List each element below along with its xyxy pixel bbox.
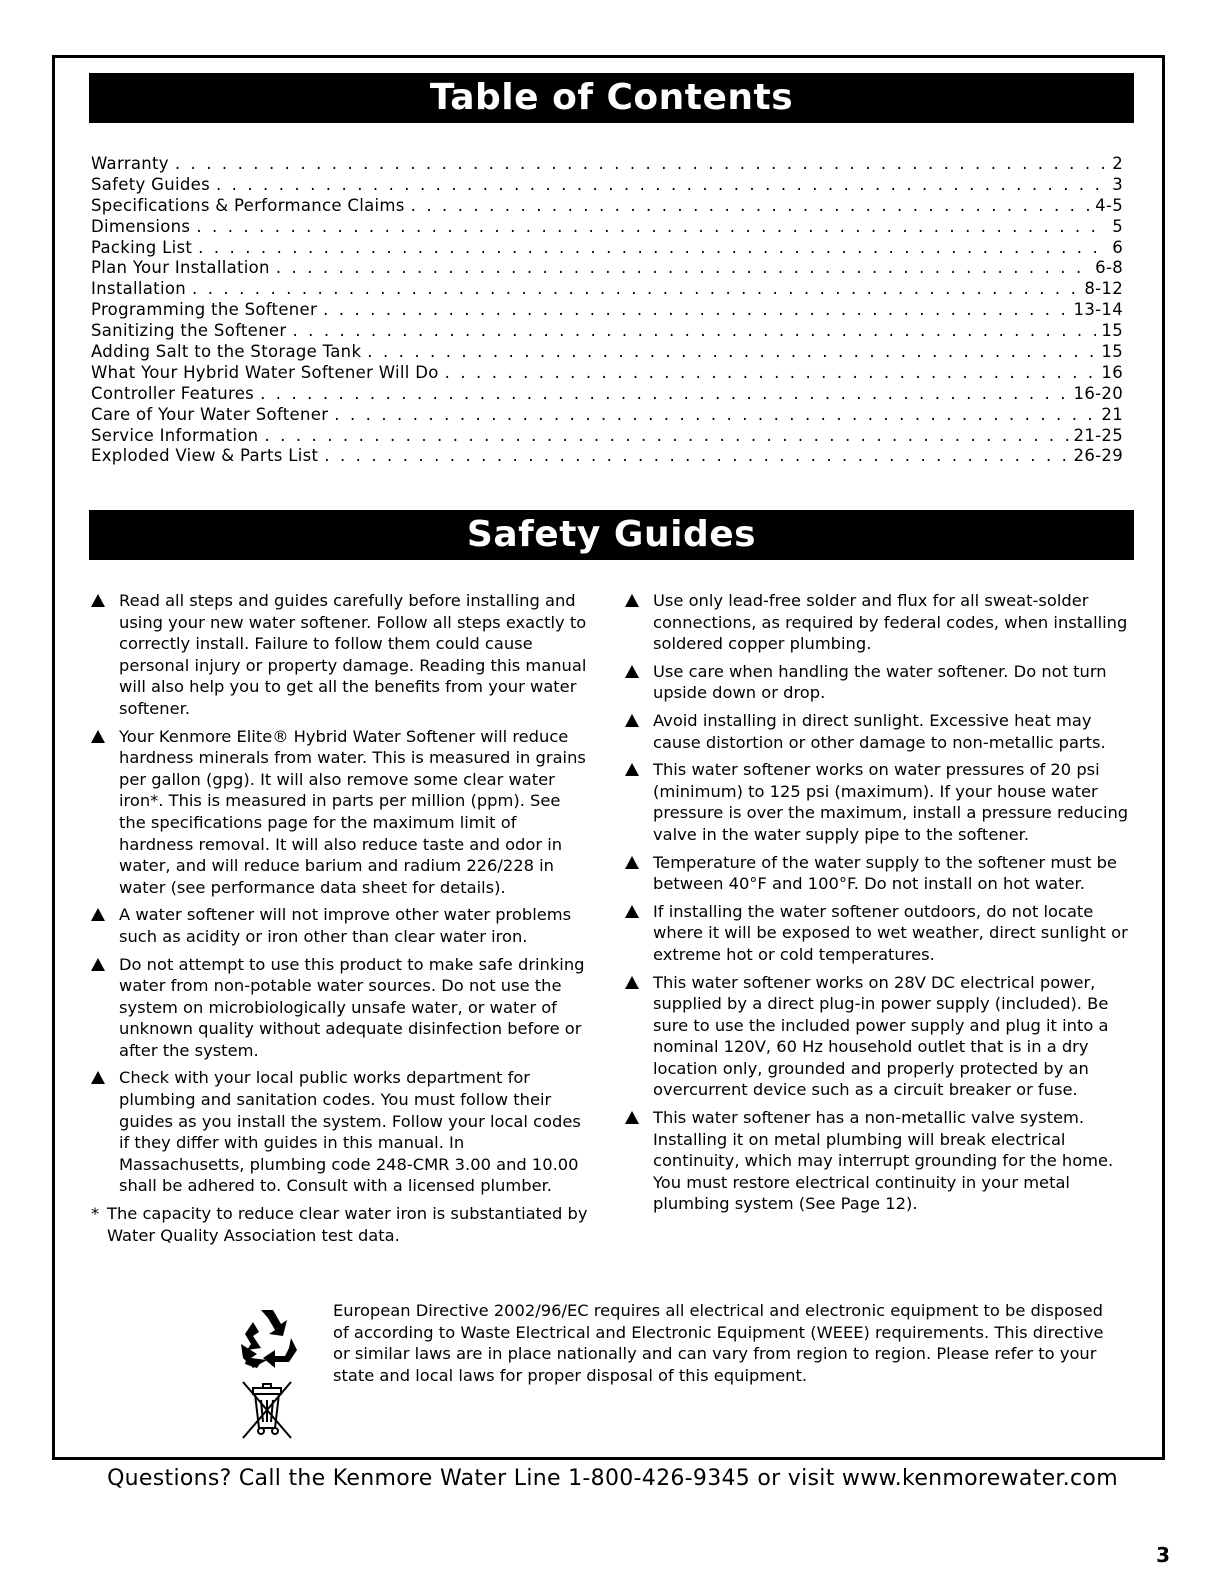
toc-entry[interactable]	[91, 426, 1123, 447]
toc-title: Table of Contents	[89, 73, 1134, 123]
footnote-text: The capacity to reduce clear water iron is substantiated by Water Quality Association test data.	[107, 1204, 588, 1245]
safety-item	[625, 1107, 1135, 1215]
warning-triangle-icon	[625, 714, 639, 727]
toc-entry-title: Controller Features	[91, 383, 255, 403]
toc-entry-title: Installation	[91, 279, 186, 299]
safety-item	[625, 759, 1135, 845]
warning-triangle-icon	[625, 594, 639, 607]
toc-entry[interactable]	[91, 258, 1123, 279]
toc-leader	[323, 300, 1068, 319]
safety-item-text: This water softener works on water pressures of 20 psi (minimum) to 125 psi (maximum). If your house water pressure is over the maximum, install a pressure reducing valve in the water supply pipe to the softener.	[653, 760, 1129, 844]
toc-entry[interactable]	[91, 300, 1123, 321]
warning-triangle-icon	[91, 958, 105, 971]
safety-item-text: Do not attempt to use this product to make safe drinking water from non-potable water sources. Do not use the system on microbiologically unsafe water, or water of unknown quality without adequate disinfection before or after the system.	[119, 954, 585, 1060]
safety-item	[625, 901, 1135, 966]
safety-item	[91, 904, 591, 947]
toc-entry-title: Packing List	[91, 237, 193, 257]
toc-entry-title: Service Information	[91, 425, 259, 445]
safety-item-text: This water softener works on 28V DC electrical power, supplied by a direct plug-in power supply (included). Be sure to use the included power supply and plug it into a nominal 120V, 60 Hz household outlet that is in a dry location only, grounded and properly protected by an overcurrent device such as a circuit breaker or fuse.	[653, 972, 1109, 1100]
toc-entry-page: 21	[1101, 404, 1123, 424]
toc-entry-page: 15	[1101, 321, 1123, 341]
toc-entry-title: What Your Hybrid Water Softener Will Do	[91, 362, 439, 382]
safety-item-text: Use only lead-free solder and flux for all sweat-solder connections, as required by federal codes, when installing soldered copper plumbing.	[653, 591, 1128, 654]
safety-column-right	[625, 590, 1135, 1221]
toc-entry-page: 2	[1112, 154, 1123, 173]
safety-item	[625, 661, 1135, 704]
safety-item	[625, 710, 1135, 753]
safety-item-text: Your Kenmore Elite® Hybrid Water Softener will reduce hardness minerals from water. This is measured in grains per gallon (gpg). It will also remove some clear water iron*. This is measured in parts per million (ppm). See the specifications page for the maximum limit of hardness removal. It will also reduce taste and odor in water, and will reduce barium and radium 226/228 in water (see performance data sheet for details).	[119, 726, 586, 897]
toc-entry-page: 26-29	[1073, 446, 1123, 466]
warning-triangle-icon	[625, 1111, 639, 1124]
toc-entry[interactable]	[91, 446, 1123, 467]
toc-entry-title: Warranty	[91, 154, 169, 173]
safety-column-left	[91, 590, 591, 1246]
toc-entry[interactable]	[91, 405, 1123, 426]
toc-leader	[216, 175, 1107, 194]
toc-leader	[260, 384, 1068, 403]
toc-leader	[367, 342, 1096, 361]
toc-entry-page: 16	[1101, 362, 1123, 382]
toc-entry-page: 3	[1112, 174, 1123, 194]
safety-item	[91, 1067, 591, 1197]
toc-entry[interactable]	[91, 342, 1123, 363]
toc-leader	[198, 238, 1107, 257]
toc-entry[interactable]	[91, 363, 1123, 384]
warning-triangle-icon	[625, 665, 639, 678]
toc-entry[interactable]	[91, 196, 1123, 217]
toc-entry-page: 21-25	[1073, 425, 1123, 445]
toc-leader	[292, 321, 1096, 340]
toc-entry[interactable]	[91, 238, 1123, 259]
safety-item	[91, 590, 591, 720]
page-frame	[52, 55, 1165, 1460]
toc-entry-page: 6-8	[1095, 258, 1123, 278]
toc-leader	[264, 426, 1068, 445]
toc-entry-page: 16-20	[1073, 383, 1123, 403]
warning-triangle-icon	[625, 976, 639, 989]
safety-item	[625, 590, 1135, 655]
weee-text: European Directive 2002/96/EC requires all electrical and electronic equipment to be disposed of according to Waste Electrical and Electronic Equipment (WEEE) requirements. This directive or similar laws are in place nationally and can vary from region to region. Please refer to your state and local laws for proper disposal of this equipment.	[333, 1301, 1104, 1385]
toc-entry[interactable]	[91, 321, 1123, 342]
toc-leader	[324, 446, 1068, 465]
warning-triangle-icon	[91, 730, 105, 743]
safety-item	[91, 954, 591, 1062]
toc-entry-title: Dimensions	[91, 216, 191, 236]
safety-item	[91, 726, 591, 899]
toc-entry-page: 5	[1112, 216, 1123, 236]
toc-entry-title: Specifications & Performance Claims	[91, 195, 405, 215]
toc-entry[interactable]	[91, 217, 1123, 238]
safety-item-text: Check with your local public works department for plumbing and sanitation codes. You must follow their guides as you install the system. Follow your local codes if they differ with guides in this manual. In Massachusetts, plumbing code 248-CMR 3.00 and 10.00 shall be adhered to. Consult with a licensed plumber.	[119, 1068, 581, 1196]
toc-entry-title: Sanitizing the Softener	[91, 321, 287, 341]
safety-item	[625, 852, 1135, 895]
safety-item-text: Read all steps and guides carefully before installing and using your new water softener. Follow all steps exactly to correctly install. Failure to follow them could cause personal injury or property damage. Reading this manual will also help you to get all the benefits from your water softener.	[119, 591, 587, 718]
warning-triangle-icon	[625, 905, 639, 918]
footnote-mark: *	[91, 1204, 100, 1224]
toc-entry-page: 8-12	[1084, 279, 1123, 299]
page-number: 3	[1156, 1543, 1170, 1567]
toc-entry-title: Programming the Softener	[91, 300, 318, 320]
toc-entry-page: 6	[1112, 237, 1123, 257]
footnote	[91, 1203, 591, 1246]
warning-triangle-icon	[91, 594, 105, 607]
safety-item	[625, 972, 1135, 1102]
toc-entry-title: Exploded View & Parts List	[91, 446, 319, 466]
toc-entry-title: Safety Guides	[91, 174, 210, 194]
safety-item-text: Avoid installing in direct sunlight. Excessive heat may cause distortion or other damage to non-metallic parts.	[653, 710, 1106, 752]
toc-entry-title: Care of Your Water Softener	[91, 404, 329, 424]
warning-triangle-icon	[91, 908, 105, 921]
toc-entry-title: Adding Salt to the Storage Tank	[91, 342, 362, 362]
footer-help-line: Questions? Call the Kenmore Water Line 1-800-426-9345 or visit www.kenmorewater.com	[107, 1466, 1118, 1491]
weee-icons	[231, 1304, 303, 1444]
toc-leader	[334, 405, 1096, 424]
toc-leader	[192, 279, 1079, 298]
toc-leader	[196, 217, 1107, 236]
warning-triangle-icon	[625, 763, 639, 776]
recycle-icon	[231, 1304, 303, 1444]
toc-leader	[445, 363, 1097, 382]
toc-entry[interactable]	[91, 175, 1123, 196]
safety-item-text: This water softener has a non-metallic valve system. Installing it on metal plumbing will break electrical continuity, which may interrupt grounding for the home. You must restore electrical continuity in your metal plumbing system (See Page 12).	[653, 1108, 1114, 1214]
warning-triangle-icon	[625, 856, 639, 869]
warning-triangle-icon	[91, 1071, 105, 1084]
toc-entry[interactable]	[91, 384, 1123, 405]
toc-entry-title: Plan Your Installation	[91, 258, 270, 278]
toc-list	[91, 154, 1123, 467]
toc-leader	[276, 258, 1090, 277]
safety-item-text: Use care when handling the water softener. Do not turn upside down or drop.	[653, 661, 1107, 703]
toc-entry[interactable]	[91, 279, 1123, 300]
safety-item-text: If installing the water softener outdoors, do not locate where it will be exposed to wet weather, direct sunlight or extreme hot or cold temperatures.	[653, 901, 1128, 964]
toc-entry-page: 4-5	[1095, 195, 1123, 215]
toc-entry[interactable]	[91, 154, 1123, 175]
toc-entry-page: 13-14	[1073, 300, 1123, 320]
toc-leader	[175, 154, 1107, 173]
crossed-bin-icon	[243, 1382, 291, 1438]
safety-item-text: Temperature of the water supply to the softener must be between 40°F and 100°F. Do not install on hot water.	[653, 852, 1117, 894]
safety-item-text: A water softener will not improve other water problems such as acidity or iron other than clear water iron.	[119, 905, 572, 946]
toc-entry-page: 15	[1101, 342, 1123, 362]
safety-title: Safety Guides	[89, 510, 1134, 560]
toc-leader	[411, 196, 1090, 215]
